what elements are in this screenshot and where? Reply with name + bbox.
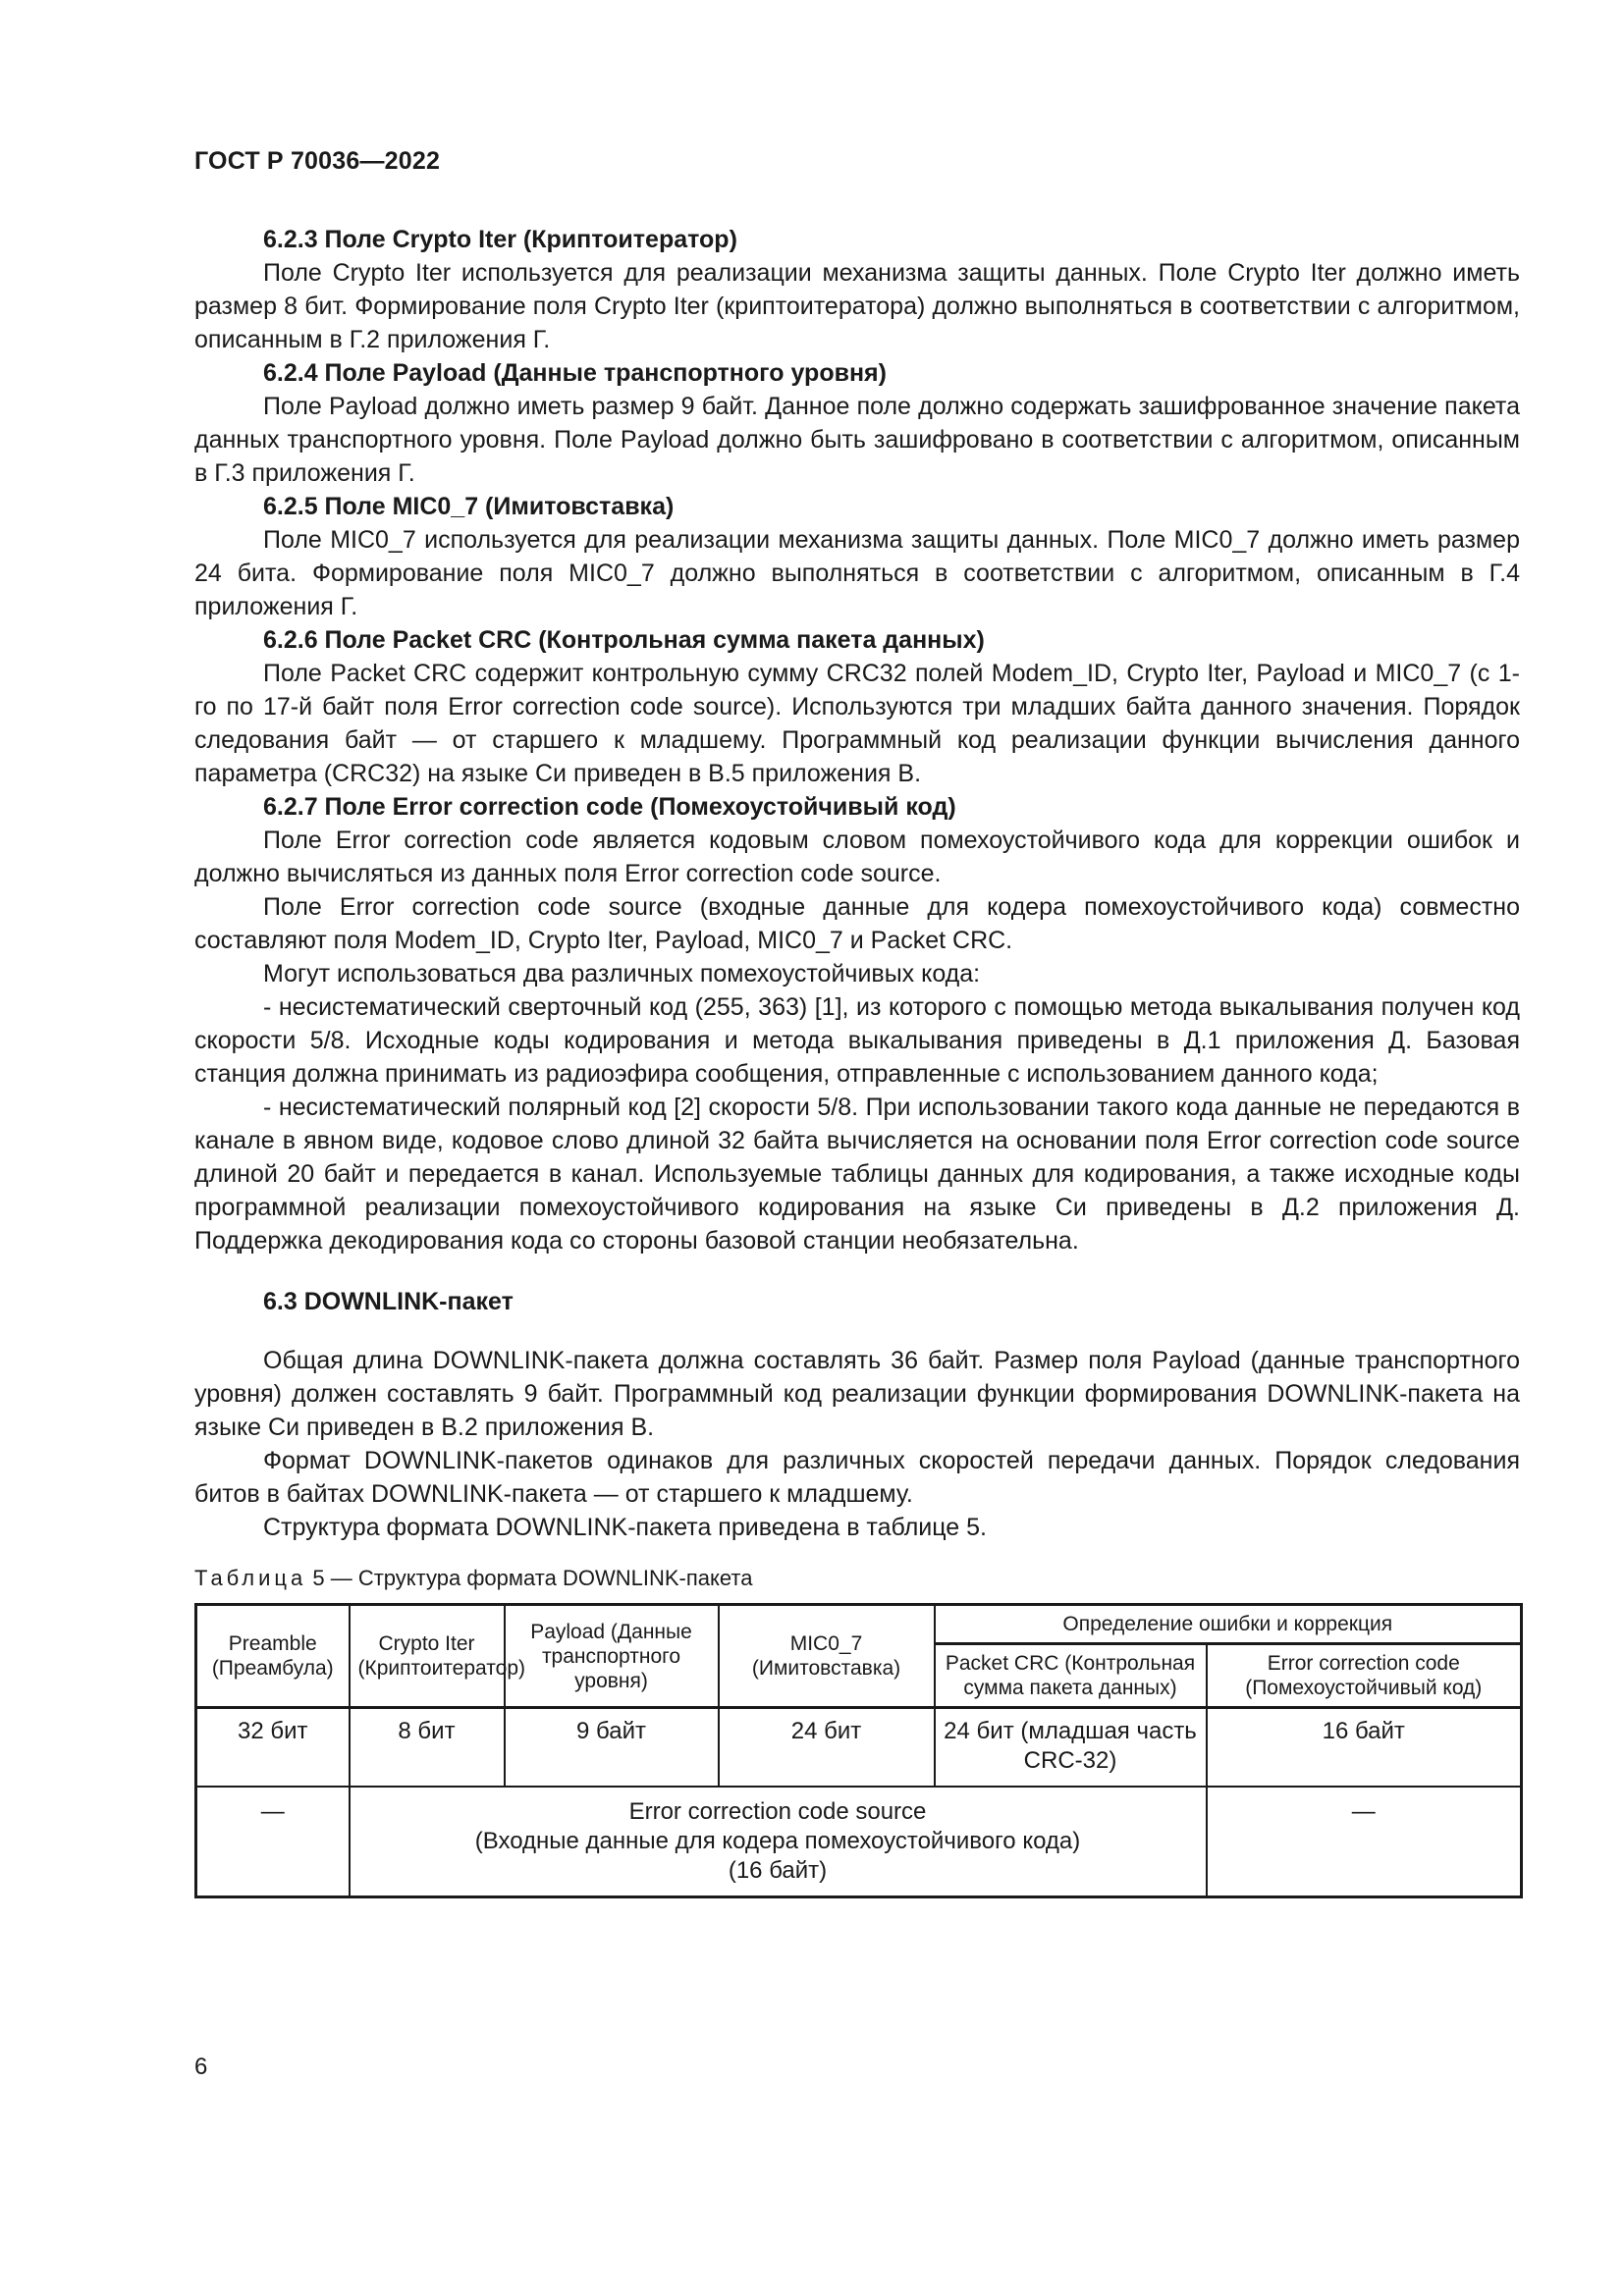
document-id: ГОСТ Р 70036—2022 bbox=[194, 147, 441, 175]
header-crypto-iter: Crypto Iter (Криптоитератор) bbox=[350, 1605, 505, 1708]
table-row-source bbox=[196, 1787, 1522, 1897]
ecc-source-title: Error correction code source bbox=[628, 1798, 927, 1825]
ecc-source-size: (16 байт) bbox=[728, 1857, 828, 1884]
header-packet-crc: Packet CRC (Контрольная сумма пакета данных) bbox=[935, 1644, 1207, 1708]
page-number: 6 bbox=[194, 2054, 208, 2080]
paragraph: Могут использоваться два различных помехоустойчивых кода: bbox=[263, 960, 981, 988]
heading-6-2-4: 6.2.4 Поле Payload (Данные транспортного уровня) bbox=[263, 359, 887, 387]
table-caption-word: Таблица bbox=[194, 1566, 307, 1590]
heading-6-2-3: 6.2.3 Поле Crypto Iter (Криптоитератор) bbox=[263, 226, 737, 253]
ecc-source-desc: (Входные данные для кодера помехоустойчивого кода) bbox=[474, 1828, 1081, 1854]
paragraph: Формат DOWNLINK-пакетов одинаков для различных скоростей передачи данных. Порядок следования битов в байтах DOWNLINK-пакета — от старшего к младшему. bbox=[194, 1447, 1520, 1508]
list-item: - несистематический полярный код [2] скорости 5/8. При использовании такого кода данные не передаются в канале в явном виде, кодовое слово длиной 32 байта вычисляется на основании поля Error correction code source длиной 20 байт и передается в канал. Используемые таблицы данных для кодирования, а также исходные коды программной реализации помехоустойчивого кодирования на языке Си приведены в Д.2 приложения Д. Поддержка декодирования кода со стороны базовой станции необязательна. bbox=[194, 1094, 1520, 1255]
cell-source-right: — bbox=[1207, 1787, 1522, 1897]
paragraph: Поле MIC0_7 используется для реализации механизма защиты данных. Поле MIC0_7 должно иметь размер 24 бита. Формирование поля MIC0_7 должно выполняться в соответствии с алгоритмом, описанным в Г.4 приложения Г. bbox=[194, 526, 1520, 620]
cell-ecc-source bbox=[350, 1787, 1207, 1897]
heading-6-2-7: 6.2.7 Поле Error correction code (Помехоустойчивый код) bbox=[263, 793, 956, 821]
heading-6-2-6: 6.2.6 Поле Packet CRC (Контрольная сумма пакета данных) bbox=[263, 626, 985, 654]
cell-crc-size: 24 бит (младшая часть CRC-32) bbox=[935, 1708, 1207, 1788]
downlink-format-table bbox=[194, 1603, 1523, 1898]
paragraph: Структура формата DOWNLINK-пакета приведена в таблице 5. bbox=[263, 1514, 987, 1541]
paragraph: Поле Payload должно иметь размер 9 байт. Данное поле должно содержать зашифрованное значение пакета данных транспортного уровня. Поле Payload должно быть зашифровано в соответствии с алгоритмом, описанным в Г.3 приложения Г. bbox=[194, 393, 1520, 487]
paragraph: Поле Packet CRC содержит контрольную сумму CRC32 полей Modem_ID, Crypto Iter, Payload и MIC0_7 (с 1-го по 17-й байт поля Error correction code source). Используются три младших байта данного значения. Порядок следования байт — от старшего к младшему. Программный код реализации функции вычисления данного параметра (CRC32) на языке Си приведен в В.5 приложения В. bbox=[194, 660, 1520, 787]
table-row-sizes bbox=[196, 1708, 1522, 1788]
cell-ecc-size: 16 байт bbox=[1207, 1708, 1522, 1788]
cell-source-left: — bbox=[196, 1787, 350, 1897]
document-page bbox=[194, 147, 1520, 1898]
header-preamble: Preamble (Преамбула) bbox=[196, 1605, 350, 1708]
cell-crypto-size: 8 бит bbox=[350, 1708, 505, 1788]
header-payload: Payload (Данные транспортного уровня) bbox=[505, 1605, 719, 1708]
paragraph: Поле Crypto Iter используется для реализации механизма защиты данных. Поле Crypto Iter должно иметь размер 8 бит. Формирование поля Crypto Iter (криптоитератора) должно выполняться в соответствии с алгоритмом, описанным в Г.2 приложения Г. bbox=[194, 259, 1520, 353]
heading-6-3: 6.3 DOWNLINK-пакет bbox=[263, 1288, 514, 1315]
list-item: - несистематический сверточный код (255, 363) [1], из которого с помощью метода выкалывания получен код скорости 5/8. Исходные коды кодирования и метода выкалывания приведены в Д.1 приложения Д. Базовая станция должна принимать из радиоэфира сообщения, отправленные с использованием данного кода; bbox=[194, 993, 1520, 1088]
header-error-group: Определение ошибки и коррекция bbox=[935, 1605, 1522, 1644]
paragraph: Общая длина DOWNLINK-пакета должна составлять 36 байт. Размер поля Payload (данные транспортного уровня) должен составлять 9 байт. Программный код реализации функции формирования DOWNLINK-пакета на языке Си приведен в В.2 приложения В. bbox=[194, 1347, 1520, 1441]
cell-payload-size: 9 байт bbox=[505, 1708, 719, 1788]
header-mic: MIC0_7 (Имитовставка) bbox=[719, 1605, 935, 1708]
heading-6-2-5: 6.2.5 Поле MIC0_7 (Имитовставка) bbox=[263, 493, 675, 520]
paragraph: Поле Error correction code source (входные данные для кодера помехоустойчивого кода) совместно составляют поля Modem_ID, Crypto Iter, Payload, MIC0_7 и Packet CRC. bbox=[194, 893, 1520, 954]
cell-preamble-size: 32 бит bbox=[196, 1708, 350, 1788]
table-caption-title: 5 — Структура формата DOWNLINK-пакета bbox=[306, 1566, 753, 1590]
table-caption bbox=[194, 1566, 1520, 1591]
paragraph: Поле Error correction code является кодовым словом помехоустойчивого кода для коррекции ошибок и должно вычисляться из данных поля Error correction code source. bbox=[194, 827, 1520, 887]
header-ecc: Error correction code (Помехоустойчивый код) bbox=[1207, 1644, 1522, 1708]
cell-mic-size: 24 бит bbox=[719, 1708, 935, 1788]
